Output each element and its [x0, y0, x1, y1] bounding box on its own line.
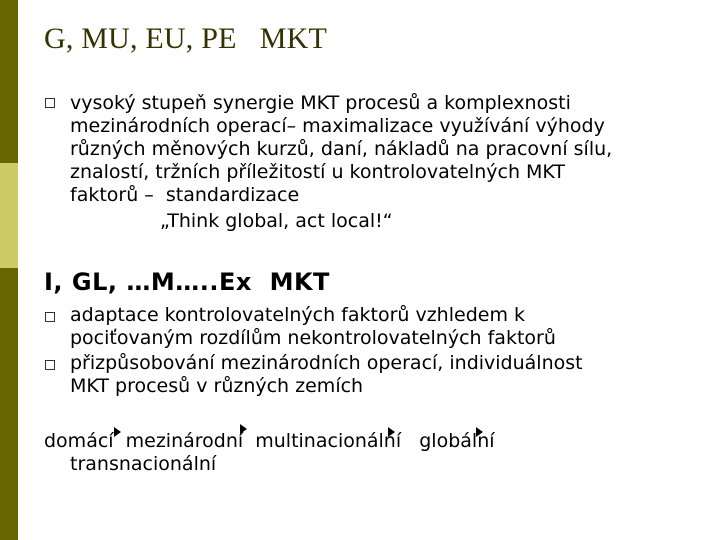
section1-line: faktorů – standardizace — [70, 184, 300, 206]
square-bullet-icon — [45, 360, 55, 370]
square-bullet-icon — [45, 98, 55, 108]
slogan: „Think global, act local!“ — [160, 210, 393, 232]
section2-line: MKT procesů v různých zemích — [70, 375, 364, 397]
sequence-continuation: transnacionální — [70, 453, 217, 475]
section-heading: I, GL, …M…..Ex MKT — [44, 268, 330, 296]
section1-line: mezinárodních operací– maximalizace využívání výhody — [70, 115, 605, 137]
section1-line: znalostí, tržních příležitostí u kontrolovatelných MKT — [70, 161, 566, 183]
square-bullet-icon — [45, 312, 55, 322]
sidebar-accent — [0, 163, 18, 268]
section1-line: vysoký stupeň synergie MKT procesů a komplexnosti — [70, 92, 571, 114]
section2-line: přizpůsobování mezinárodních operací, individuálnost — [70, 352, 583, 374]
section2-line: adaptace kontrolovatelných faktorů vzhledem k — [70, 304, 525, 326]
arrow-marker-icon — [476, 427, 483, 437]
arrow-marker-icon — [240, 424, 247, 434]
internationalization-sequence: domácí mezinárodní multinacionální globální — [44, 430, 495, 452]
section2-line: pociťovaným rozdílům nekontrolovatelných faktorů — [70, 327, 556, 349]
sidebar-bar — [0, 0, 18, 540]
section1-line: různých měnových kurzů, daní, nákladů na pracovní sílu, — [70, 138, 613, 160]
arrow-marker-icon — [114, 427, 121, 437]
slide-title: G, MU, EU, PE MKT — [44, 22, 327, 55]
arrow-marker-icon — [388, 427, 395, 437]
